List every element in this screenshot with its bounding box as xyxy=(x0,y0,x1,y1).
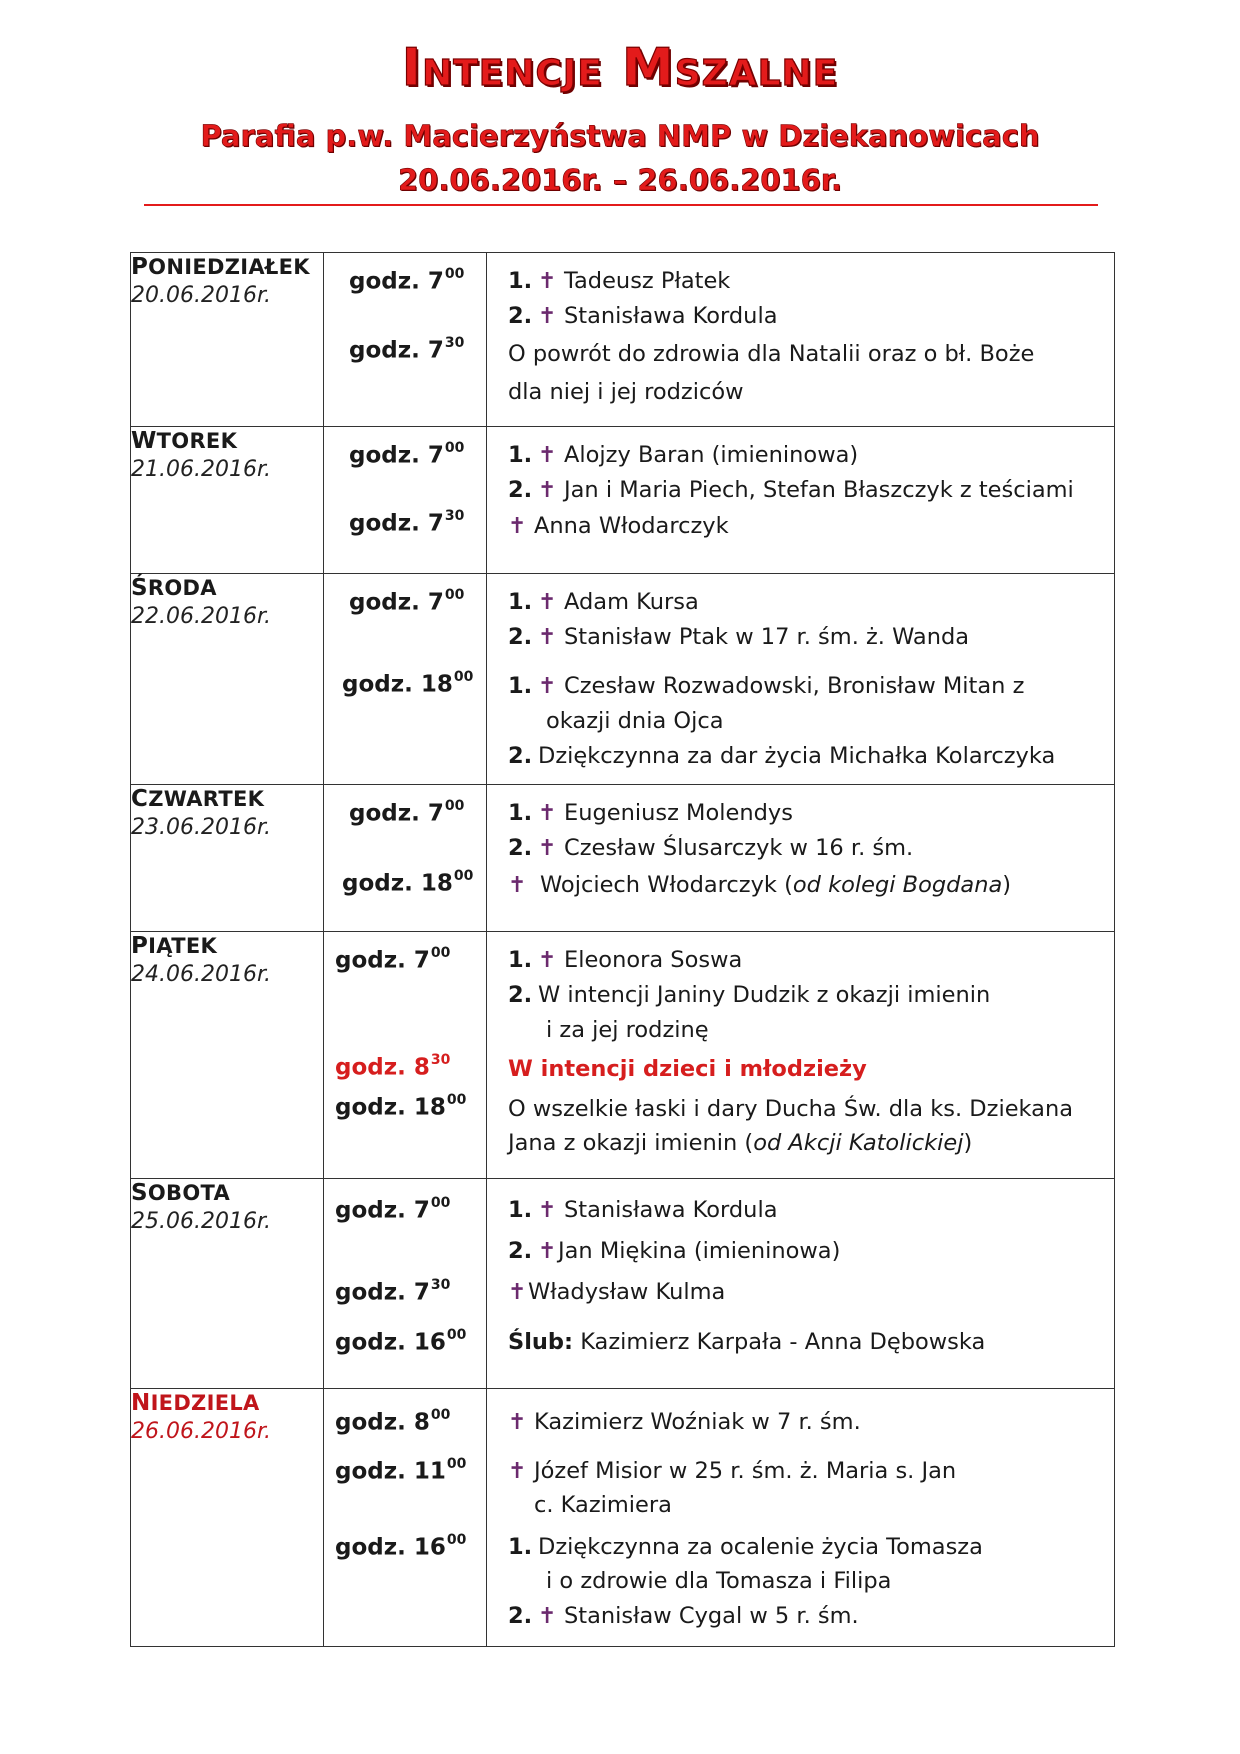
cross-icon: ✝ xyxy=(538,1198,557,1223)
intention-line: 1. ✝ Eleonora Soswa xyxy=(508,945,742,976)
intentions-cell xyxy=(487,427,1115,574)
cross-icon: ✝ xyxy=(538,304,557,329)
mass-time: godz. $16^{00}$ xyxy=(335,1327,467,1356)
table-row xyxy=(131,932,1115,1179)
cross-icon: ✝ xyxy=(538,948,557,973)
date-range: 20.06.2016r. – 26.06.2016r. xyxy=(398,163,842,197)
times-cell xyxy=(324,932,487,1179)
day-name: WTOREK xyxy=(131,428,238,454)
intention-line: W intencji dzieci i młodzieży xyxy=(508,1056,867,1082)
parish-name: Parafia p.w. Macierzyństwa NMP w Dziekanowicach xyxy=(200,119,1040,153)
mass-time: godz. $7^{00}$ xyxy=(349,587,465,616)
day-date: 22.06.2016r. xyxy=(131,604,271,629)
table-row xyxy=(131,574,1115,785)
intention-line: i za jej rodzinę xyxy=(546,1017,709,1043)
day-date: 25.06.2016r. xyxy=(131,1209,271,1234)
mass-time: godz. $7^{00}$ xyxy=(335,1195,451,1224)
intention-line: 2. ✝ Stanisław Cygal w 5 r. śm. xyxy=(508,1601,859,1632)
times-cell xyxy=(324,1179,487,1389)
mass-time: godz. $18^{00}$ xyxy=(335,1092,467,1121)
intention-line: 1. ✝ Eugeniusz Molendys xyxy=(508,798,793,829)
day-name: SOBOTA xyxy=(131,1180,231,1206)
table-row xyxy=(131,1389,1115,1647)
intention-line: i o zdrowie dla Tomasza i Filipa xyxy=(546,1568,892,1594)
intention-line: 1. ✝ Stanisława Kordula xyxy=(508,1195,778,1226)
cross-icon: ✝ xyxy=(508,873,527,898)
intention-line: ✝ Wojciech Włodarczyk (od kolegi Bogdana) xyxy=(508,870,1011,901)
cross-icon: ✝ xyxy=(508,1410,527,1435)
mass-intentions-table xyxy=(130,252,1115,1647)
mass-time: godz. $7^{00}$ xyxy=(349,798,465,827)
cross-icon: ✝ xyxy=(538,590,557,615)
mass-time: godz. $8^{30}$ xyxy=(335,1052,451,1081)
cross-icon: ✝ xyxy=(538,269,557,294)
cross-icon: ✝ xyxy=(538,443,557,468)
intention-line: 1. Dziękczynna za ocalenie życia Tomasza xyxy=(508,1534,983,1560)
mass-time: godz. $7^{30}$ xyxy=(349,335,465,364)
mass-time: godz. $18^{00}$ xyxy=(342,868,474,897)
mass-time: godz. $18^{00}$ xyxy=(342,669,474,698)
intentions-cell xyxy=(487,574,1115,785)
times-cell xyxy=(324,253,487,427)
intentions-cell xyxy=(487,1389,1115,1647)
day-date: 26.06.2016r. xyxy=(131,1419,271,1444)
cross-icon: ✝ xyxy=(538,478,557,503)
cross-icon: ✝ xyxy=(538,674,557,699)
day-cell xyxy=(131,1389,324,1647)
cross-icon: ✝ xyxy=(538,1604,557,1629)
intention-line: Jana z okazji imienin (od Akcji Katolickiej) xyxy=(508,1130,973,1156)
cross-icon: ✝ xyxy=(538,836,557,861)
day-name: ŚRODA xyxy=(131,575,217,601)
cross-icon: ✝ xyxy=(508,1459,527,1484)
intention-line: 1. ✝ Adam Kursa xyxy=(508,587,699,618)
mass-time: godz. $7^{00}$ xyxy=(349,266,465,295)
intention-line: ✝ Józef Misior w 25 r. śm. ż. Maria s. Jan xyxy=(508,1456,956,1487)
day-name: NIEDZIELA xyxy=(131,1390,260,1416)
header-divider xyxy=(144,204,1098,206)
cross-icon: ✝ xyxy=(538,625,557,650)
intention-line: ✝ Kazimierz Woźniak w 7 r. śm. xyxy=(508,1407,861,1438)
day-date: 23.06.2016r. xyxy=(131,815,271,840)
intention-line: c. Kazimiera xyxy=(534,1492,672,1518)
mass-time: godz. $7^{30}$ xyxy=(335,1277,451,1306)
table-row xyxy=(131,427,1115,574)
intention-line: O powrót do zdrowia dla Natalii oraz o bł. Boże xyxy=(508,341,1035,367)
times-cell xyxy=(324,427,487,574)
day-cell xyxy=(131,427,324,574)
day-name: PIĄTEK xyxy=(131,933,218,959)
cross-icon: ✝ xyxy=(508,514,527,539)
mass-time: godz. $7^{00}$ xyxy=(335,945,451,974)
intention-line: 2. ✝ Stanisława Kordula xyxy=(508,301,778,332)
mass-time: godz. $7^{00}$ xyxy=(349,440,465,469)
intentions-cell xyxy=(487,253,1115,427)
document-title: Intencje Mszalne xyxy=(401,38,839,98)
day-name: CZWARTEK xyxy=(131,786,265,812)
times-cell xyxy=(324,574,487,785)
mass-time: godz. $7^{30}$ xyxy=(349,508,465,537)
day-date: 24.06.2016r. xyxy=(131,962,271,987)
intention-line: 2. ✝Jan Miękina (imieninowa) xyxy=(508,1236,840,1267)
day-cell xyxy=(131,785,324,932)
cross-icon: ✝ xyxy=(538,801,557,826)
day-date: 20.06.2016r. xyxy=(131,283,271,308)
mass-time: godz. $11^{00}$ xyxy=(335,1456,467,1485)
intention-line: 1. ✝ Tadeusz Płatek xyxy=(508,266,730,297)
day-cell xyxy=(131,253,324,427)
intention-line: dla niej i jej rodziców xyxy=(508,379,744,405)
cross-icon: ✝ xyxy=(538,1239,557,1264)
intention-line: 2. ✝ Stanisław Ptak w 17 r. śm. ż. Wanda xyxy=(508,622,969,653)
intention-line: 2. Dziękczynna za dar życia Michałka Kolarczyka xyxy=(508,743,1056,769)
mass-time: godz. $16^{00}$ xyxy=(335,1532,467,1561)
times-cell xyxy=(324,1389,487,1647)
day-cell xyxy=(131,932,324,1179)
day-name: PONIEDZIAŁEK xyxy=(131,254,310,280)
mass-time: godz. $8^{00}$ xyxy=(335,1407,451,1436)
intention-line: 1. ✝ Czesław Rozwadowski, Bronisław Mitan z xyxy=(508,671,1024,702)
day-cell xyxy=(131,1179,324,1389)
table-row xyxy=(131,253,1115,427)
day-date: 21.06.2016r. xyxy=(131,457,271,482)
intentions-cell xyxy=(487,1179,1115,1389)
table-row xyxy=(131,1179,1115,1389)
day-cell xyxy=(131,574,324,785)
intention-line: 2. W intencji Janiny Dudzik z okazji imienin xyxy=(508,982,991,1008)
intention-line: 2. ✝ Czesław Ślusarczyk w 16 r. śm. xyxy=(508,833,913,864)
intention-line: ✝Władysław Kulma xyxy=(508,1277,725,1308)
intentions-cell xyxy=(487,785,1115,932)
cross-icon: ✝ xyxy=(508,1280,527,1305)
intention-line: 1. ✝ Alojzy Baran (imieninowa) xyxy=(508,440,858,471)
intention-line: ✝ Anna Włodarczyk xyxy=(508,511,729,542)
table-row xyxy=(131,785,1115,932)
intention-line: 2. ✝ Jan i Maria Piech, Stefan Błaszczyk z teściami xyxy=(508,475,1074,506)
intention-line: okazji dnia Ojca xyxy=(546,708,724,734)
intention-line: Ślub: Kazimierz Karpała - Anna Dębowska xyxy=(508,1329,986,1355)
times-cell xyxy=(324,785,487,932)
intentions-cell xyxy=(487,932,1115,1179)
intention-line: O wszelkie łaski i dary Ducha Św. dla ks. Dziekana xyxy=(508,1096,1074,1122)
